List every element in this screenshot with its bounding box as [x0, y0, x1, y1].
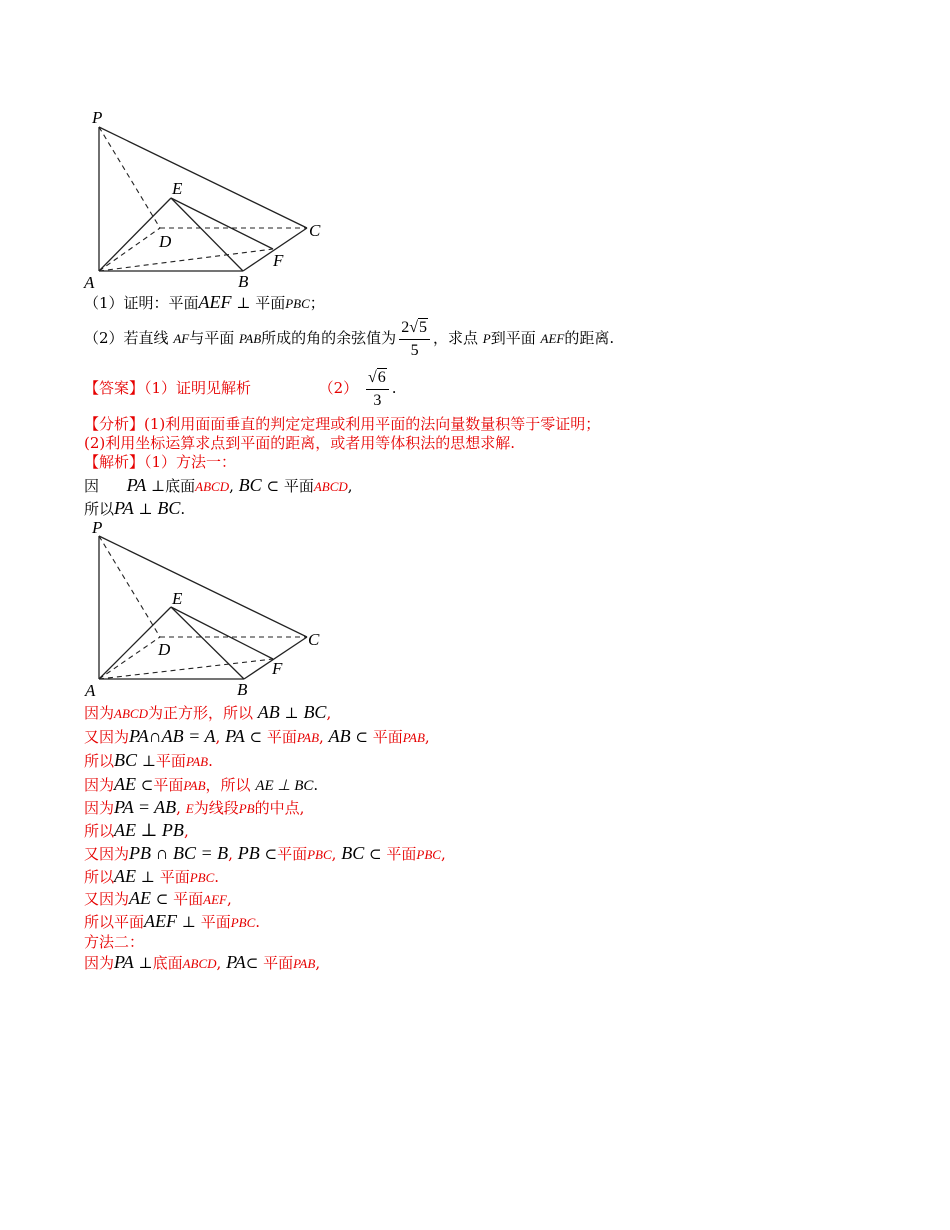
- edge-EB: [171, 607, 244, 679]
- proof-line-2: 又因为PA∩AB = A, PA ⊂ 平面PAB, AB ⊂ 平面PAB,: [84, 726, 430, 746]
- edge-PC: [99, 536, 307, 637]
- analysis-line-2: (2)利用坐标运算求点到平面的距离，或者用等体积法的思想求解.: [84, 434, 516, 452]
- label-A: A: [84, 273, 95, 292]
- label-C: C: [309, 221, 321, 240]
- distance-fraction: $\frac{√6}{3}$: [366, 367, 389, 412]
- proof-line-6: 所以AE ⊥ PB,: [84, 820, 189, 840]
- label-P: P: [92, 108, 103, 127]
- cosine-fraction: $\frac{2√5}{5}$: [399, 317, 430, 362]
- label-P: P: [92, 518, 103, 537]
- label-A: A: [85, 681, 96, 700]
- edge-AD: [99, 228, 160, 271]
- label-E: E: [172, 179, 183, 198]
- proof-line-3: 所以BC ⊥平面PAB.: [84, 750, 213, 770]
- proof-line-10: 所以平面AEF ⊥ 平面PBC.: [84, 911, 261, 931]
- solution-line-1: 因 PA ⊥底面ABCD, BC ⊂ 平面ABCD,: [84, 475, 353, 495]
- edge-AD: [99, 637, 160, 679]
- edge-EF: [171, 198, 273, 249]
- label-E: E: [172, 589, 183, 608]
- edge-AF: [99, 659, 273, 679]
- pyramid-figure-solution: [80, 515, 340, 705]
- proof-line-5: 因为PA = AB, E为线段PB的中点,: [84, 797, 305, 817]
- label-F: F: [272, 659, 283, 678]
- solution-line-2: 所以PA ⊥ BC.: [84, 498, 186, 518]
- proof-line-7: 又因为PB ∩ BC = B, PB ⊂平面PBC, BC ⊂ 平面PBC,: [84, 843, 446, 863]
- pyramid-figure-top: [80, 105, 340, 295]
- solution-header: 【解析】（1）方法一：: [84, 453, 237, 471]
- label-D: D: [159, 232, 172, 251]
- proof-line-4: 因为AE ⊂平面PAB，所以 AE ⊥ BC.: [84, 774, 319, 794]
- analysis-line-1: 【分析】(1)利用面面垂直的判定定理或利用平面的法向量数量积等于零证明；: [84, 415, 601, 433]
- proof-line-11: 因为PA ⊥底面ABCD, PA⊂ 平面PAB,: [84, 952, 321, 972]
- proof-line-1: 因为ABCD为正方形，所以 AB ⊥ BC,: [84, 702, 332, 722]
- label-B: B: [237, 680, 248, 699]
- label-F: F: [273, 251, 284, 270]
- edge-PC: [99, 127, 307, 228]
- method-two-header: 方法二：: [84, 933, 145, 951]
- question-part-2: （2）若直线 AF与平面 PAB所成的角的余弦值为 $\frac{2√5}{5}$ ，求点 P到平面 AEF的距离.: [84, 316, 614, 362]
- label-D: D: [158, 640, 171, 659]
- question-part-1: （1）证明：平面AEF ⊥ 平面PBC；: [84, 292, 325, 312]
- label-B: B: [238, 272, 249, 291]
- answer-line: 【答案】（1）证明见解析 （2） $\frac{√6}{3}$ .: [84, 366, 397, 412]
- label-C: C: [308, 630, 320, 649]
- proof-line-9: 又因为AE ⊂ 平面AEF,: [84, 888, 232, 908]
- proof-line-8: 所以AE ⊥ 平面PBC.: [84, 866, 220, 886]
- edge-EF: [171, 607, 273, 659]
